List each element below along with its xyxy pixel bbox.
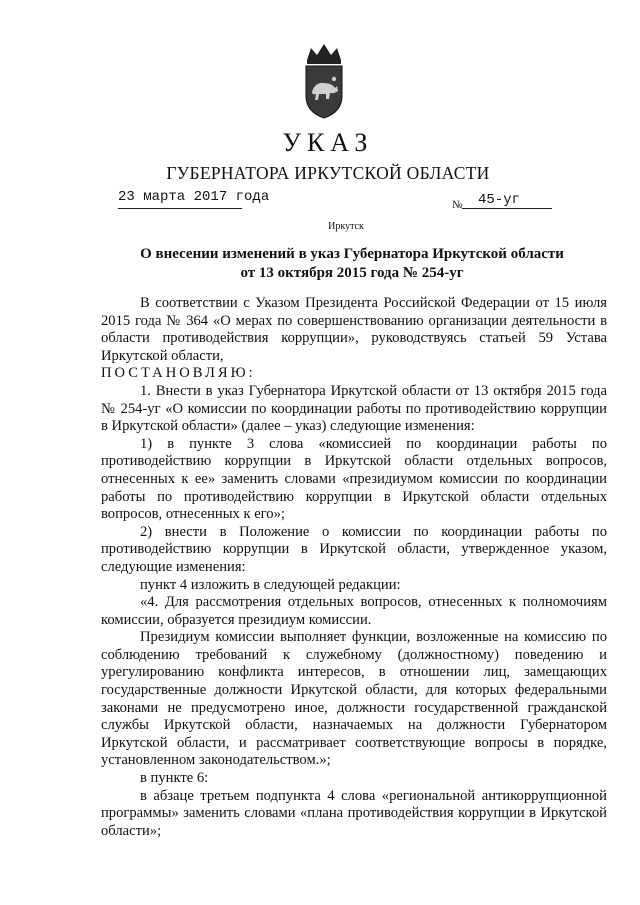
paragraph-subitem-2: 2) внести в Положение о комиссии по координации работы по противодействию коррупции в Иркутской области, утвержденное указом, следующие изменения: [101, 523, 607, 575]
document-date: 23 марта 2017 года [118, 189, 270, 205]
paragraph-point-4-text: «4. Для рассмотрения отдельных вопросов, отнесенных к полномочиям комиссии, образуется президиум комиссии. [101, 594, 607, 628]
city-name: Иркутск [328, 221, 364, 232]
paragraph-point-4-intro: пункт 4 изложить в следующей редакции: [140, 576, 401, 593]
issuer-title: ГУБЕРНАТОРА ИРКУТСКОЙ ОБЛАСТИ [166, 163, 490, 183]
paragraph-item-1: 1. Внести в указ Губернатора Иркутской области от 13 октября 2015 года № 254-уг «О комиссии по координации работы по противодействию коррупции в Иркутской области» (далее – указ) следующие изменения: [101, 382, 607, 435]
date-underline [118, 208, 242, 209]
paragraph-point-6-intro: в пункте 6: [140, 770, 209, 787]
paragraph-subitem-1: 1) в пункте 3 слова «комиссией по координации работы по противодействию коррупции в Иркутской области отдельных вопросов, отнесенных к ее» заменить словами «президиумом комиссии по координации работы по противодействию коррупции в Иркутской области отдельных вопросов, отнесенных к его»; [101, 435, 607, 523]
document-heading [120, 245, 584, 283]
heading-line-2: от 13 октября 2015 года № 254-уг [240, 265, 464, 281]
heading-line-1: О внесении изменений в указ Губернатора Иркутской области [140, 246, 564, 262]
paragraph-preamble: В соответствии с Указом Президента Российской Федерации от 15 июля 2015 года № 364 «О мерах по совершенствованию организации деятельности в области противодействия коррупции», руководствуясь статьей 59 Устава Иркутской области, [101, 295, 607, 364]
number-label: № [452, 199, 463, 211]
paragraph-point-6-text: в абзаце третьем подпункта 4 слова «региональной антикоррупционной программы» заменить словами «плана противодействия коррупции в Иркутской области»; [101, 787, 607, 839]
coat-of-arms-icon [301, 42, 347, 120]
paragraph-resolve: ПОСТАНОВЛЯЮ: [101, 365, 256, 382]
paragraph-presidium: Президиум комиссии выполняет функции, возложенные на комиссию по соблюдению требований к служебному (должностному) поведению и урегулированию конфликта интересов, в отношении лиц, замещающих государственные должности Иркутской области, для которых федеральными законами не предусмотрено иное, должности государственной гражданской службы Иркутской области, назначаемых на должности Губернатором Иркутской области, и рассматривает соответствующие вопросы в порядке, установленном законодательством.»; [101, 629, 607, 769]
document-number: 45-уг [478, 192, 521, 208]
number-underline [462, 208, 552, 209]
document-body [101, 295, 607, 840]
document-type-title: УКАЗ [282, 128, 374, 157]
